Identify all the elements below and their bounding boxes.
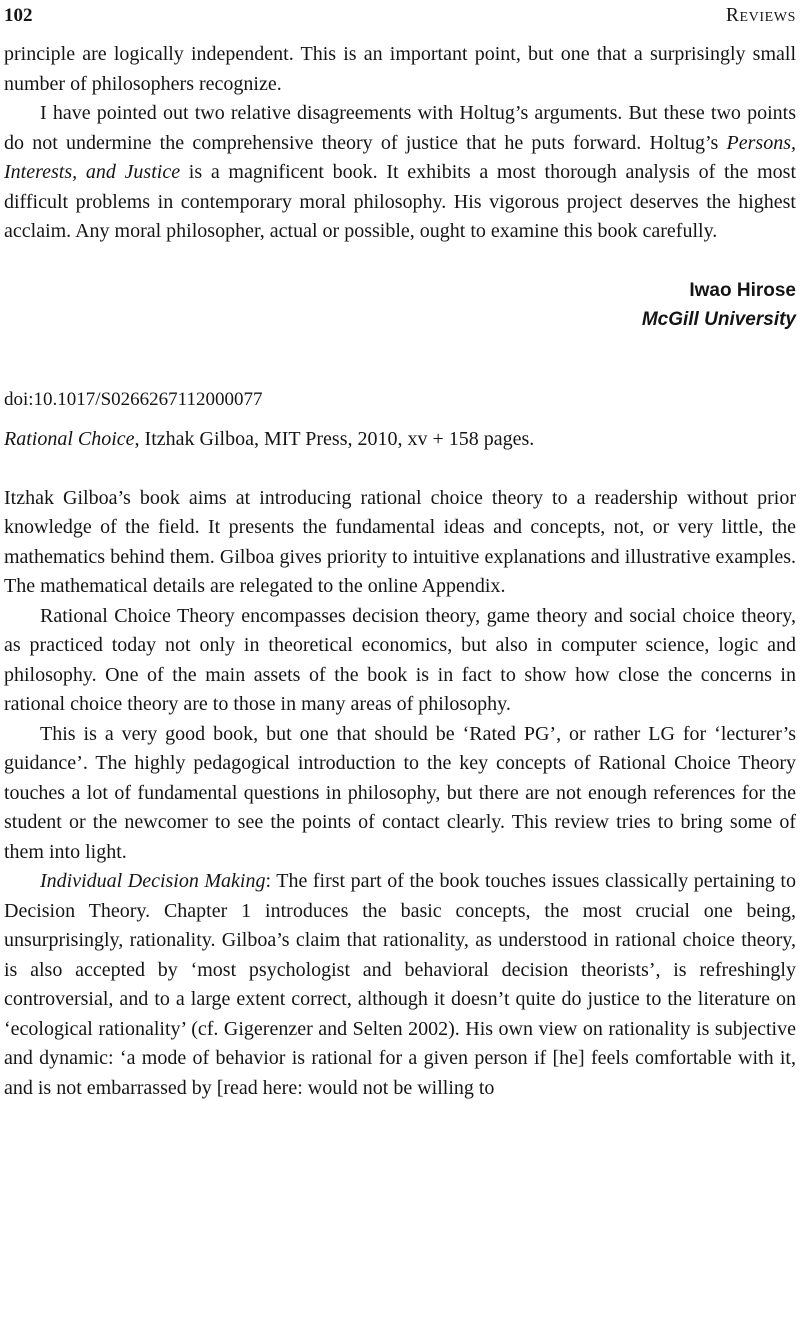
review-signature (4, 276, 796, 335)
doi-line: doi:10.1017/S0266267112000077 (4, 388, 263, 410)
text-run: is a magnificent book. It exhibits a most thorough analysis of the most difficult problems in contemporary moral philosophy. His vigorous project deserves the highest acclaim. Any moral philosopher, actual or possible, ought to examine this book carefully. (4, 161, 796, 242)
text-run: Individual Decision Making (40, 870, 266, 892)
paragraph (4, 99, 796, 247)
text-run: : The first part of the book touches issues classically pertaining to Decision Theory. Chapter 1 introduces the basic concepts, the most crucial one being, unsurprisingly, rationality. Gilboa’s claim that rationality, as understood in rational choice theory, is also accepted by ‘most psychologist and behavioral decision theorists’, is refreshingly controversial, and to a large extent correct, although it doesn’t quite do justice to the literature on ‘ecological rationality’ (cf. Gigerenzer and Selten 2002). His own view on rationality is subjective and dynamic: ‘a mode of behavior is rational for a given person if [he] feels comfortable with it, and is not embarrassed by [read here: would not be willing to (4, 870, 796, 1099)
paragraph (4, 720, 796, 868)
book-citation (4, 425, 796, 455)
text-run: , Itzhak Gilboa, MIT Press, 2010, xv + 158 pages. (134, 428, 535, 450)
text-run: Rational Choice Theory encompasses decision theory, game theory and social choice theory, as practiced today not only in theoretical economics, but also in computer science, logic and philosophy. One of the main assets of the book is in fact to show how close the concerns in rational choice theory are to those in many areas of philosophy. (4, 604, 796, 715)
reviewer-affiliation: McGill University (641, 309, 796, 330)
page-number: 102 (4, 5, 33, 26)
text-run: principle are logically independent. This is an important point, but one that a surprisingly small number of philosophers recognize. (4, 43, 796, 95)
paragraph (4, 484, 796, 602)
running-head: Reviews (725, 5, 796, 26)
paragraph (4, 40, 796, 99)
second-review-body-text (4, 484, 796, 1104)
paragraph (4, 602, 796, 720)
paragraph (4, 425, 796, 455)
text-run: Itzhak Gilboa’s book aims at introducing rational choice theory to a readership without prior knowledge of the field. It presents the fundamental ideas and concepts, not, or very little, the mathematics behind them. Gilboa gives priority to intuitive explanations and illustrative examples. The mathematical details are relegated to the online Appendix. (4, 486, 796, 597)
text-run: I have pointed out two relative disagreements with Holtug’s arguments. But these two points do not undermine the comprehensive theory of justice that he puts forward. Holtug’s (4, 102, 796, 154)
reviewer-name: Iwao Hirose (689, 279, 796, 301)
first-review-closing-text (4, 40, 796, 247)
text-run: This is a very good book, but one that should be ‘Rated PG’, or rather LG for ‘lecturer’s guidance’. The highly pedagogical introduction to the key concepts of Rational Choice Theory touches a lot of fundamental questions in philosophy, but there are not enough references for the student or the newcomer to see the points of contact clearly. This review tries to bring some of them into light. (4, 722, 796, 863)
page-header (4, 5, 796, 27)
text-run: Rational Choice (4, 428, 135, 450)
paragraph (4, 867, 796, 1103)
text-run: Persons, Interests, and Justice (4, 131, 796, 183)
